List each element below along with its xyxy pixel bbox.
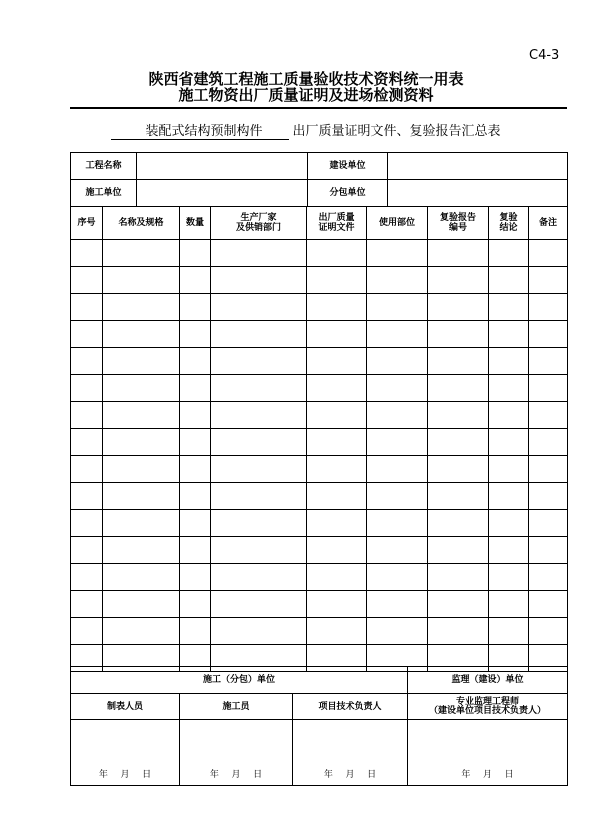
- project-name-label: 工程名称: [71, 153, 137, 180]
- date-year: 年: [461, 770, 471, 780]
- cell-remarks[interactable]: [529, 402, 568, 429]
- cell-name-spec[interactable]: [103, 483, 180, 510]
- cell-usage-location[interactable]: [367, 375, 428, 402]
- tech-lead-sign-date-cell[interactable]: [293, 720, 408, 786]
- cell-quality-cert[interactable]: [307, 375, 367, 402]
- cell-retest-report-no[interactable]: [428, 456, 489, 483]
- cell-remarks[interactable]: [529, 375, 568, 402]
- col-header-retest-conclusion: 复验 结论: [489, 207, 529, 240]
- cell-quality-cert[interactable]: [307, 618, 367, 645]
- constructor-sign-date-cell[interactable]: [180, 720, 293, 786]
- cell-retest-report-no[interactable]: [428, 375, 489, 402]
- date-year: 年: [209, 770, 219, 780]
- cell-name-spec[interactable]: [103, 294, 180, 321]
- cell-retest-report-no[interactable]: [428, 429, 489, 456]
- cell-quantity[interactable]: [180, 294, 211, 321]
- cell-name-spec[interactable]: [103, 321, 180, 348]
- constructor-label: 施工员: [180, 694, 293, 720]
- col-header-quality-cert: 出厂质量 证明文件: [307, 207, 367, 240]
- cell-remarks[interactable]: [529, 348, 568, 375]
- col-header-quantity: 数量: [180, 207, 211, 240]
- cell-manufacturer[interactable]: [211, 618, 307, 645]
- cell-name-spec[interactable]: [103, 240, 180, 267]
- col-header-manufacturer: 生产厂家 及供销部门: [211, 207, 307, 240]
- cell-retest-conclusion[interactable]: [489, 510, 529, 537]
- cell-remarks[interactable]: [529, 429, 568, 456]
- date-month: 月: [231, 770, 241, 780]
- cell-manufacturer[interactable]: [211, 348, 307, 375]
- cell-remarks[interactable]: [529, 267, 568, 294]
- cell-manufacturer[interactable]: [211, 483, 307, 510]
- table-row: [71, 348, 568, 375]
- table-row: [71, 375, 568, 402]
- cell-quantity[interactable]: [180, 267, 211, 294]
- cell-usage-location[interactable]: [367, 294, 428, 321]
- cell-quality-cert[interactable]: [307, 537, 367, 564]
- cell-quality-cert[interactable]: [307, 348, 367, 375]
- cell-retest-conclusion[interactable]: [489, 348, 529, 375]
- subcontractor-label: 分包单位: [308, 180, 388, 207]
- supervisor-group-label: 监理（建设）单位: [408, 667, 568, 694]
- cell-manufacturer[interactable]: [211, 294, 307, 321]
- table-row: [71, 537, 568, 564]
- cell-name-spec[interactable]: [103, 591, 180, 618]
- cell-name-spec[interactable]: [103, 510, 180, 537]
- cell-seq[interactable]: [71, 321, 103, 348]
- cell-quantity[interactable]: [180, 375, 211, 402]
- cell-quality-cert[interactable]: [307, 402, 367, 429]
- cell-retest-report-no[interactable]: [428, 591, 489, 618]
- construction-org-label: 建设单位: [308, 153, 388, 180]
- cell-retest-report-no[interactable]: [428, 510, 489, 537]
- cell-quality-cert[interactable]: [307, 483, 367, 510]
- signature-table: [70, 666, 568, 786]
- date-day: 日: [142, 770, 152, 780]
- cell-manufacturer[interactable]: [211, 321, 307, 348]
- cell-seq[interactable]: [71, 240, 103, 267]
- cell-quantity[interactable]: [180, 348, 211, 375]
- cell-retest-conclusion[interactable]: [489, 483, 529, 510]
- form-code: C4-3: [529, 48, 560, 63]
- cell-manufacturer[interactable]: [211, 456, 307, 483]
- cell-retest-report-no[interactable]: [428, 618, 489, 645]
- cell-usage-location[interactable]: [367, 591, 428, 618]
- cell-seq[interactable]: [71, 402, 103, 429]
- cell-retest-report-no[interactable]: [428, 267, 489, 294]
- cell-name-spec[interactable]: [103, 456, 180, 483]
- cell-usage-location[interactable]: [367, 321, 428, 348]
- cell-quantity[interactable]: [180, 456, 211, 483]
- contractor-group-label: 施工（分包）单位: [71, 667, 408, 694]
- col-header-seq: 序号: [71, 207, 103, 240]
- contractor-label: 施工单位: [71, 180, 137, 207]
- cell-usage-location[interactable]: [367, 240, 428, 267]
- cell-quantity[interactable]: [180, 510, 211, 537]
- cell-name-spec[interactable]: [103, 429, 180, 456]
- cell-seq[interactable]: [71, 375, 103, 402]
- supervisor-label-line1: 专业监理工程师: [456, 696, 520, 707]
- tech-lead-label: 项目技术负责人: [293, 694, 408, 720]
- cell-quality-cert[interactable]: [307, 564, 367, 591]
- table-row: [71, 267, 568, 294]
- cell-seq[interactable]: [71, 510, 103, 537]
- material-name-field[interactable]: 装配式结构预制构件: [111, 120, 288, 140]
- date-day: 日: [367, 770, 377, 780]
- cell-usage-location[interactable]: [367, 564, 428, 591]
- cell-remarks[interactable]: [529, 618, 568, 645]
- subcontractor-field[interactable]: [388, 180, 568, 207]
- cell-retest-conclusion[interactable]: [489, 321, 529, 348]
- cell-remarks[interactable]: [529, 456, 568, 483]
- cell-quantity[interactable]: [180, 537, 211, 564]
- cell-retest-conclusion[interactable]: [489, 456, 529, 483]
- cell-retest-conclusion[interactable]: [489, 591, 529, 618]
- cell-remarks[interactable]: [529, 537, 568, 564]
- cell-seq[interactable]: [71, 429, 103, 456]
- cell-quantity[interactable]: [180, 240, 211, 267]
- cell-seq[interactable]: [71, 456, 103, 483]
- cell-quantity[interactable]: [180, 321, 211, 348]
- col-header-remarks: 备注: [529, 207, 568, 240]
- cell-seq[interactable]: [71, 618, 103, 645]
- cell-quantity[interactable]: [180, 564, 211, 591]
- supervisor-sign-date-cell[interactable]: [408, 720, 568, 786]
- date-year: 年: [323, 770, 333, 780]
- cell-retest-conclusion[interactable]: [489, 375, 529, 402]
- construction-org-field[interactable]: [388, 153, 568, 180]
- cell-usage-location[interactable]: [367, 456, 428, 483]
- cell-name-spec[interactable]: [103, 618, 180, 645]
- cell-manufacturer[interactable]: [211, 267, 307, 294]
- cell-quality-cert[interactable]: [307, 429, 367, 456]
- cell-seq[interactable]: [71, 267, 103, 294]
- cell-retest-conclusion[interactable]: [489, 537, 529, 564]
- cell-retest-report-no[interactable]: [428, 240, 489, 267]
- cell-seq[interactable]: [71, 348, 103, 375]
- document-title-line2: 施工物资出厂质量证明及进场检测资料: [178, 86, 434, 104]
- cell-quality-cert[interactable]: [307, 456, 367, 483]
- date-day: 日: [253, 770, 263, 780]
- form-subtitle: [0, 120, 595, 140]
- cell-quantity[interactable]: [180, 402, 211, 429]
- cell-retest-report-no[interactable]: [428, 402, 489, 429]
- cell-usage-location[interactable]: [367, 402, 428, 429]
- cell-retest-report-no[interactable]: [428, 294, 489, 321]
- cell-usage-location[interactable]: [367, 618, 428, 645]
- cell-manufacturer[interactable]: [211, 564, 307, 591]
- cell-retest-conclusion[interactable]: [489, 240, 529, 267]
- cell-retest-report-no[interactable]: [428, 321, 489, 348]
- cell-retest-report-no[interactable]: [428, 483, 489, 510]
- cell-retest-conclusion[interactable]: [489, 294, 529, 321]
- document-title-line1: 陕西省建筑工程施工质量验收技术资料统一用表: [148, 70, 464, 88]
- cell-usage-location[interactable]: [367, 429, 428, 456]
- cell-manufacturer[interactable]: [211, 402, 307, 429]
- cell-seq[interactable]: [71, 591, 103, 618]
- cell-seq[interactable]: [71, 564, 103, 591]
- table-row: [71, 456, 568, 483]
- table-row: [71, 510, 568, 537]
- cell-retest-conclusion[interactable]: [489, 564, 529, 591]
- cell-manufacturer[interactable]: [211, 375, 307, 402]
- cell-remarks[interactable]: [529, 240, 568, 267]
- cell-seq[interactable]: [71, 294, 103, 321]
- table-row: [71, 294, 568, 321]
- cell-quantity[interactable]: [180, 429, 211, 456]
- table-row: [71, 483, 568, 510]
- cell-remarks[interactable]: [529, 510, 568, 537]
- col-header-retest-report-no: 复验报告 编号: [428, 207, 489, 240]
- cell-name-spec[interactable]: [103, 402, 180, 429]
- date-month: 月: [483, 770, 493, 780]
- table-row: [71, 321, 568, 348]
- project-info-table: [70, 152, 568, 207]
- table-row: [71, 564, 568, 591]
- cell-manufacturer[interactable]: [211, 591, 307, 618]
- cell-name-spec[interactable]: [103, 348, 180, 375]
- cell-usage-location[interactable]: [367, 348, 428, 375]
- cell-remarks[interactable]: [529, 591, 568, 618]
- cell-name-spec[interactable]: [103, 537, 180, 564]
- table-row: [71, 402, 568, 429]
- supervisor-label-line2: （建设单位项目技术负责人）: [429, 705, 547, 716]
- cell-retest-report-no[interactable]: [428, 348, 489, 375]
- cell-usage-location[interactable]: [367, 510, 428, 537]
- cell-quality-cert[interactable]: [307, 267, 367, 294]
- preparer-label: 制表人员: [71, 694, 180, 720]
- cell-manufacturer[interactable]: [211, 510, 307, 537]
- materials-summary-table: [70, 206, 568, 672]
- subtitle-suffix: 出厂质量证明文件、复验报告汇总表: [292, 124, 501, 139]
- cell-remarks[interactable]: [529, 294, 568, 321]
- cell-usage-location[interactable]: [367, 267, 428, 294]
- table-row: [71, 429, 568, 456]
- cell-name-spec[interactable]: [103, 267, 180, 294]
- cell-retest-report-no[interactable]: [428, 564, 489, 591]
- cell-seq[interactable]: [71, 537, 103, 564]
- cell-retest-conclusion[interactable]: [489, 267, 529, 294]
- cell-usage-location[interactable]: [367, 483, 428, 510]
- cell-manufacturer[interactable]: [211, 537, 307, 564]
- cell-quantity[interactable]: [180, 618, 211, 645]
- preparer-sign-date-cell[interactable]: [71, 720, 180, 786]
- cell-usage-location[interactable]: [367, 537, 428, 564]
- date-day: 日: [504, 770, 514, 780]
- table-row: [71, 240, 568, 267]
- title-divider: [70, 107, 567, 109]
- cell-name-spec[interactable]: [103, 564, 180, 591]
- cell-quantity[interactable]: [180, 483, 211, 510]
- cell-manufacturer[interactable]: [211, 429, 307, 456]
- cell-quality-cert[interactable]: [307, 294, 367, 321]
- cell-seq[interactable]: [71, 483, 103, 510]
- cell-quality-cert[interactable]: [307, 321, 367, 348]
- cell-manufacturer[interactable]: [211, 240, 307, 267]
- cell-quality-cert[interactable]: [307, 510, 367, 537]
- col-header-usage-location: 使用部位: [367, 207, 428, 240]
- contractor-field[interactable]: [137, 180, 308, 207]
- cell-quality-cert[interactable]: [307, 240, 367, 267]
- cell-remarks[interactable]: [529, 564, 568, 591]
- cell-name-spec[interactable]: [103, 375, 180, 402]
- cell-remarks[interactable]: [529, 321, 568, 348]
- supervisor-label: [408, 694, 568, 720]
- col-header-name-spec: 名称及规格: [103, 207, 180, 240]
- cell-retest-conclusion[interactable]: [489, 618, 529, 645]
- date-year: 年: [98, 770, 108, 780]
- cell-quantity[interactable]: [180, 591, 211, 618]
- date-month: 月: [120, 770, 130, 780]
- cell-retest-conclusion[interactable]: [489, 429, 529, 456]
- table-row: [71, 618, 568, 645]
- cell-quality-cert[interactable]: [307, 591, 367, 618]
- cell-retest-conclusion[interactable]: [489, 402, 529, 429]
- cell-remarks[interactable]: [529, 483, 568, 510]
- cell-retest-report-no[interactable]: [428, 537, 489, 564]
- project-name-field[interactable]: [137, 153, 308, 180]
- table-row: [71, 591, 568, 618]
- date-month: 月: [345, 770, 355, 780]
